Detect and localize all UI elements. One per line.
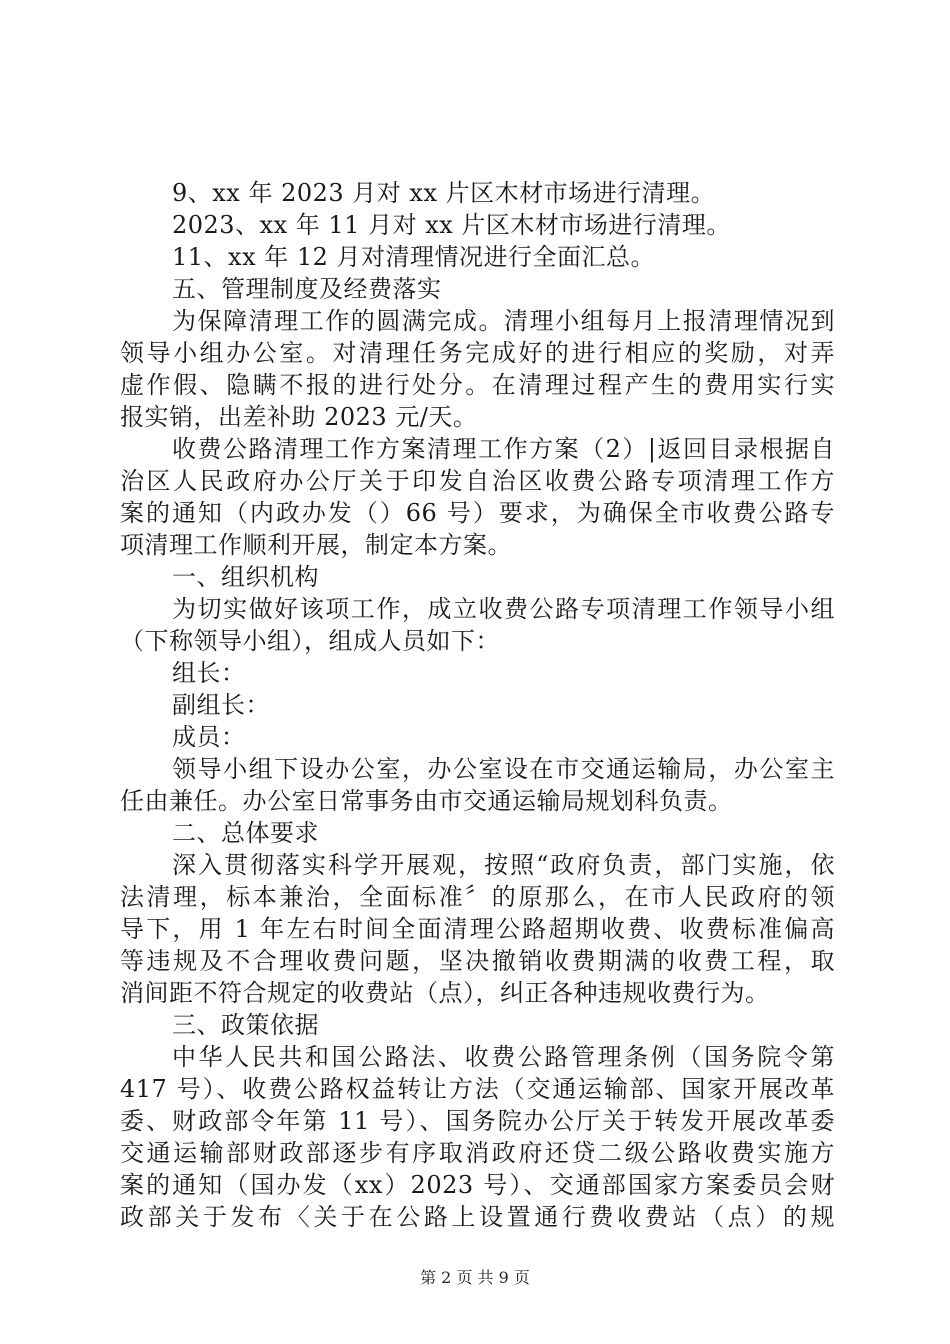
paragraph-line: 报实销，出差补助 2023 元/天。	[120, 403, 478, 431]
section-heading-1: 一、组织机构	[172, 563, 319, 591]
paragraph-line: 收费公路清理工作方案清理工作方案（2）|返回目录根据自	[172, 435, 835, 463]
paragraph-line: 领导小组办公室。对清理任务完成好的进行相应的奖励，对弄	[120, 339, 835, 367]
paragraph-line: 深入贯彻落实科学开展观，按照“政府负责，部门实施，依	[172, 851, 835, 879]
paragraph-line: 项清理工作顺利开展，制定本方案。	[120, 531, 512, 559]
document-body	[120, 177, 835, 1233]
paragraph-line: 委、财政部令年第 11 号）、国务院办公厅关于转发开展改革委	[120, 1107, 835, 1135]
paragraph-line: 案的通知（国办发（xx）2023 号）、交通部国家方案委员会财	[120, 1171, 835, 1199]
list-item-11: 11、xx 年 12 月对清理情况进行全面汇总。	[172, 243, 656, 271]
paragraph-line: 法清理，标本兼治，全面标准〞的原那么，在市人民政府的领	[120, 883, 835, 911]
paragraph-line: 消间距不符合规定的收费站（点），纠正各种违规收费行为。	[120, 979, 770, 1007]
paragraph-line: 治区人民政府办公厅关于印发自治区收费公路专项清理工作方	[120, 467, 835, 495]
paragraph-line: 417 号）、收费公路权益转让方法（交通运输部、国家开展改革	[120, 1075, 835, 1103]
paragraph-line: 为切实做好该项工作，成立收费公路专项清理工作领导小组	[172, 595, 835, 623]
paragraph-line: 导下，用 1 年左右时间全面清理公路超期收费、收费标准偏高	[120, 915, 835, 943]
section-heading-3: 三、政策依据	[172, 1011, 319, 1039]
paragraph-line: 任由兼任。办公室日常事务由市交通运输局规划科负责。	[120, 787, 733, 815]
section-heading-2: 二、总体要求	[172, 819, 319, 847]
member-label-members: 成员：	[172, 723, 246, 751]
paragraph-line: 等违规及不合理收费问题，坚决撤销收费期满的收费工程，取	[120, 947, 835, 975]
paragraph-line: （下称领导小组），组成人员如下：	[120, 627, 500, 655]
paragraph-line: 政部关于发布〈关于在公路上设置通行费收费站（点）的规	[120, 1203, 835, 1231]
member-label-leader: 组长：	[172, 659, 246, 687]
paragraph-line: 中华人民共和国公路法、收费公路管理条例（国务院令第	[172, 1043, 835, 1071]
section-heading-5: 五、管理制度及经费落实	[172, 275, 442, 303]
paragraph-line: 交通运输部财政部逐步有序取消政府还贷二级公路收费实施方	[120, 1139, 835, 1167]
paragraph-line: 案的通知（内政办发（）66 号）要求，为确保全市收费公路专	[120, 499, 835, 527]
page-number: 第 2 页 共 9 页	[420, 1268, 530, 1287]
paragraph-line: 为保障清理工作的圆满完成。清理小组每月上报清理情况到	[172, 307, 835, 335]
paragraph-line: 领导小组下设办公室，办公室设在市交通运输局，办公室主	[172, 755, 835, 783]
list-item-9: 9、xx 年 2023 月对 xx 片区木材市场进行清理。	[172, 179, 716, 207]
list-item-10: 2023、xx 年 11 月对 xx 片区木材市场进行清理。	[172, 211, 731, 239]
member-label-deputy: 副组长：	[172, 691, 270, 719]
paragraph-line: 虚作假、隐瞒不报的进行处分。在清理过程产生的费用实行实	[120, 371, 835, 399]
